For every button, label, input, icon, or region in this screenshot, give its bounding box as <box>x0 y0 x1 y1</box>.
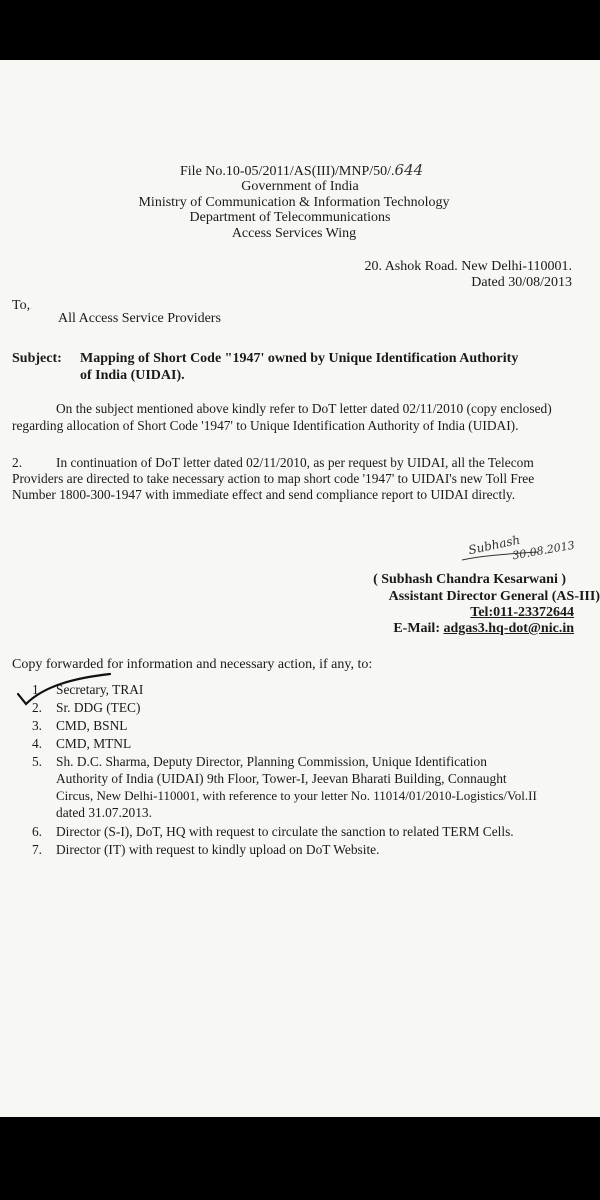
subject-line-2: of India (UIDAI). <box>80 368 185 383</box>
signature-scrawl: Subhash <box>467 532 522 558</box>
email-link[interactable]: adgas3.hq-dot@nic.in <box>443 621 574 636</box>
document-page: File No.10-05/2011/AS(III)/MNP/50/.644 Government of India Ministry of Communication & Information Technology Department of Telecommunications Access Services Wing 20. Ashok Road. New Delhi-110001. Dated 30/08/2013 To, All Access Service Providers Subject: Mapping of Short Code "1947' owned by Unique Identification Authority of India (UIDAI). On the subject mentioned above kindly refer to DoT letter dated 02/11/2010 (copy enclosed) regarding allocation of Short Code '1947' to Unique Identification Authority of India (UIDAI). 2. In continuation of DoT letter dated 02/11/2010, as per request by UIDAI, all the Telecom Providers are directed to take necessary action to map short code '1947' to UIDAI's new Toll Free Number 1800-300-1947 with immediate effect and send compliance report to UIDAI directly. Subhash 30.08.2013 ( Subhash Chandra Kesarwani ) Assistant Director General (AS-III) Tel:011-23372644 E-Mail: adgas3.hq-dot@nic.in Copy forwarded for information and necessary action, if any, to: 1. Secretary, TRAI 2. Sr. DDG (TEC) 3. CMD, BSNL 4. CMD, MTNL 5. Sh. D.C. Sharma, Deputy Director, Planning Commission, Unique Identification Authority of India (UIDAI) 9th Floor, Tower-I, Jeevan Bharati Building, Connaught Circus, New Delhi-110001, with reference to your letter No. 11014/01/2010-Logistics/Vol.II dated 31.07.2013. 6. Director (S-I), DoT, HQ with request to circulate the sanction to related TERM Cells. 7. Director (IT) with request to kindly upload on DoT Website. <box>0 60 600 1117</box>
address-line: 20. Ashok Road. New Delhi-110001. <box>364 259 572 274</box>
signatory-title: Assistant Director General (AS-III) <box>388 589 600 604</box>
para2-line-2: Providers are directed to take necessary action to map short code '1947' to UIDAI's new Toll Free <box>12 471 535 486</box>
para1-line-2: regarding allocation of Short Code '1947' to Unique Identification Authority of India (UIDAI). <box>12 418 519 433</box>
para2-number: 2. <box>12 455 23 470</box>
file-number-handwritten: 644 <box>394 161 424 179</box>
top-black-bar <box>0 0 600 60</box>
bottom-black-bar <box>0 1117 600 1200</box>
ministry-line: Ministry of Communication & Information Technology <box>138 195 450 210</box>
wing-line: Access Services Wing <box>231 226 357 241</box>
date-line: Dated 30/08/2013 <box>471 275 572 290</box>
para2-line-1: In continuation of DoT letter dated 02/11/2010, as per request by UIDAI, all the Telecom <box>56 455 534 470</box>
email-label: E-Mail: <box>393 621 440 636</box>
department-line: Department of Telecommunications <box>189 210 391 225</box>
to-label: To, <box>12 298 31 313</box>
signatory-tel: Tel:011-23372644 <box>470 605 574 620</box>
gov-line: Government of India <box>241 179 359 194</box>
para2-line-3: Number 1800-300-1947 with immediate effect and send compliance report to UIDAI directly. <box>12 487 516 502</box>
para1-line-1: On the subject mentioned above kindly refer to DoT letter dated 02/11/2010 (copy enclosed) <box>56 401 552 416</box>
signatory-name: ( Subhash Chandra Kesarwani ) <box>373 572 566 587</box>
subject-line-1: Mapping of Short Code "1947' owned by Unique Identification Authority <box>80 351 519 366</box>
signature-date: 30.08.2013 <box>511 538 576 563</box>
copy-intro: Copy forwarded for information and necessary action, if any, to: <box>12 657 373 672</box>
subject-label: Subject: <box>12 351 62 366</box>
signature-underline <box>460 550 540 564</box>
signatory-email-row <box>393 620 574 637</box>
file-number: File No.10-05/2011/AS(III)/MNP/50/.644 <box>180 161 424 179</box>
recipient: All Access Service Providers <box>58 311 221 326</box>
